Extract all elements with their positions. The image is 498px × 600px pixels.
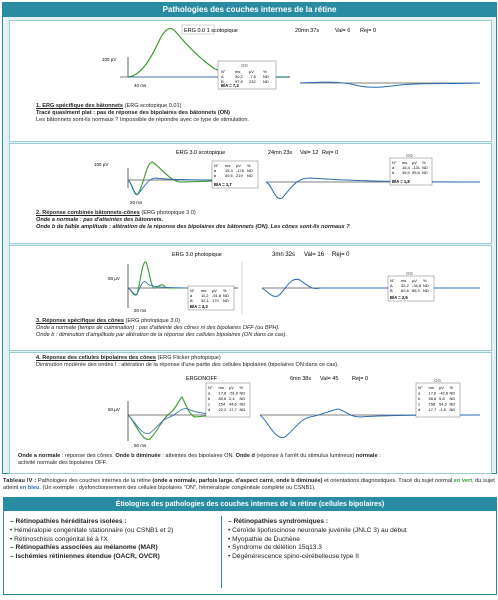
panel4-l3c: (réponse à l'arrêt du stimulus lumineux) bbox=[254, 453, 356, 459]
panel4-l1: 4. Réponse des cellules bipolaires des cônes bbox=[36, 355, 157, 361]
table-cell: % bbox=[223, 288, 227, 293]
panel-cone-erg bbox=[9, 245, 492, 351]
panel4-summary bbox=[18, 453, 381, 467]
table-cell: -1,5 bbox=[439, 407, 446, 412]
erg-time: 20mn 37s bbox=[295, 28, 320, 34]
panel4-table_title: OG bbox=[434, 378, 442, 383]
table-cell: ND bbox=[239, 401, 246, 407]
table-cell: b bbox=[208, 396, 211, 401]
table-cell: a bbox=[208, 390, 211, 396]
table-cell: 45,9 bbox=[402, 170, 410, 175]
table-cell: ND bbox=[423, 283, 429, 288]
panel2-erg_label: ERG 3.0 scotopique bbox=[176, 150, 226, 156]
table-cell: a bbox=[418, 390, 421, 396]
panel4-val: Val= 45 bbox=[320, 376, 339, 382]
panel4-l3a: : réponse des cônes. bbox=[60, 453, 116, 459]
table-cell: a bbox=[392, 165, 395, 170]
table-cell: ND bbox=[449, 396, 456, 401]
table-cell: 17,6 bbox=[428, 390, 437, 396]
panel3-ratio_right: B/A = 2,5 bbox=[390, 295, 408, 300]
table-cell: 5,8 bbox=[439, 396, 445, 401]
panel2-text bbox=[36, 210, 350, 232]
panel3-table_title: OG bbox=[406, 271, 414, 276]
table-cell: 54,3 bbox=[439, 401, 447, 407]
table-cell: b bbox=[214, 173, 217, 178]
table-cell: µV bbox=[412, 160, 417, 165]
table-cell: N° bbox=[190, 288, 195, 293]
caption-t1: Pathologies des couches internes de la rétine bbox=[36, 478, 153, 484]
table-cell: N° bbox=[390, 278, 395, 283]
table-cell: 95,6 bbox=[412, 170, 420, 175]
table-cell: % bbox=[422, 160, 426, 165]
panel2-l2: Onde a normale : pas d'atteintes des bâtonnets. bbox=[36, 217, 164, 224]
caption-t2: et orientations diagnostiques. Tracé du sujet normal bbox=[322, 478, 454, 484]
table-cell: 44,6 bbox=[229, 401, 237, 407]
panel3-rej: Rej= 0 bbox=[332, 252, 350, 258]
table-cell: ms bbox=[401, 278, 407, 283]
etiology-item: – Rétinopathies associées au mélanome (MAR) bbox=[10, 544, 158, 552]
table-cell: % bbox=[423, 278, 427, 283]
panel3-erg_label: ERG 3.0 photopique bbox=[172, 252, 222, 258]
panel3-time: 3mn 32s bbox=[272, 252, 296, 258]
panel3-scale: 50 µV bbox=[108, 276, 120, 281]
table-cell: ND bbox=[263, 79, 269, 84]
table-cell: N° bbox=[392, 160, 397, 165]
etiologies-left-column bbox=[10, 518, 215, 562]
table-cell: 17,7 bbox=[229, 407, 237, 412]
table-cell: 85,3 bbox=[412, 288, 420, 293]
table-cell: -42,6 bbox=[439, 390, 449, 396]
panel3-l1: 3. Réponse spécifique des cônes bbox=[36, 318, 124, 324]
erg-plot-rods bbox=[10, 21, 491, 103]
panel1-l1: 1. ERG spécifique des bâtonnets bbox=[36, 103, 124, 109]
table-cell: 62,6 bbox=[401, 288, 409, 293]
etiologies-right-column bbox=[228, 518, 490, 562]
table-cell: 49,5 bbox=[225, 173, 233, 178]
table-cell: B bbox=[390, 288, 393, 293]
table-cell: ND bbox=[223, 293, 229, 298]
table-cell: 232 bbox=[249, 79, 256, 84]
table-cell: -51,0 bbox=[229, 390, 239, 396]
caption-green: en vert bbox=[453, 478, 473, 484]
panel4-l3a_b: Onde a normale bbox=[18, 453, 61, 459]
erg-label: ERG 0.0 1 scotopique bbox=[184, 28, 238, 34]
table-cell: A bbox=[221, 74, 224, 79]
table-cell: µV bbox=[412, 278, 417, 283]
etiology-item: • Céroïde lipofuscinose neuronale juvénile (JNLC 3) au début bbox=[228, 526, 407, 534]
etiology-item: • Syndrome de délétion 15q13.3 bbox=[228, 544, 322, 552]
panel4-erg_label: ERGONOFF bbox=[186, 376, 218, 382]
table-cell: % bbox=[247, 163, 251, 168]
caption-blue: en bleu bbox=[19, 485, 40, 491]
table-cell: 170 bbox=[212, 298, 219, 303]
erg-val: Val= 6 bbox=[335, 28, 351, 34]
table-cell: N° bbox=[214, 163, 219, 168]
table-cell: 30,2 bbox=[235, 74, 243, 79]
panel2-rej: Rej= 0 bbox=[322, 150, 339, 156]
table-cell: 97,9 bbox=[235, 79, 243, 84]
table-cell: ND bbox=[449, 390, 456, 396]
table-cell: B bbox=[221, 79, 224, 84]
table-cell: 16,3 bbox=[402, 165, 410, 170]
table-cell: ND bbox=[239, 407, 246, 412]
table-cell: c bbox=[418, 401, 420, 407]
table-cell: µV bbox=[229, 385, 234, 390]
table-cell: ms bbox=[428, 385, 434, 390]
panel4-l3b_b: Onde b diminuée bbox=[115, 453, 161, 459]
panel4-scale: 50 µV bbox=[108, 407, 120, 412]
table-cell: 11,2 bbox=[201, 293, 209, 298]
panel4-l3b: : atteintes des bipolaires ON. bbox=[160, 453, 236, 459]
patient-trace-combined bbox=[266, 178, 480, 199]
table-cell: ms bbox=[235, 69, 241, 74]
panel1-text bbox=[36, 103, 249, 125]
table-cell: b bbox=[392, 170, 395, 175]
panel2-time: 24mn 23s bbox=[268, 150, 293, 156]
table-cell: b bbox=[418, 396, 421, 401]
panel-combined-erg bbox=[9, 143, 492, 244]
scale-label: 100 µV bbox=[102, 57, 117, 62]
panel4-l3d: : bbox=[377, 453, 381, 459]
panel2-scale_unit: 20 ms bbox=[130, 200, 143, 205]
table-cell: 22,2 bbox=[218, 407, 227, 412]
figure-caption bbox=[3, 478, 495, 492]
panel2-l1: 2. Réponse combinée bâtonnets-cônes bbox=[36, 210, 140, 216]
table-cell: -7,5 bbox=[249, 74, 256, 79]
table-cell: 80,6 bbox=[218, 396, 227, 401]
table-cell: ND bbox=[223, 298, 229, 303]
table-cell: 15,3 bbox=[225, 168, 233, 173]
caption-t3: , du sujet atteint bbox=[3, 478, 495, 491]
panel4-l1b: (ERG Flicker photopique) bbox=[156, 355, 221, 361]
erg-plot-cones bbox=[10, 246, 491, 316]
table-cell: A bbox=[390, 283, 393, 288]
table-cell: -51,8 bbox=[212, 293, 222, 298]
panel2-l1b: (ERG photopique 3.0) bbox=[139, 210, 196, 216]
table-cell: ND bbox=[247, 173, 253, 178]
table-cell: ms bbox=[402, 160, 408, 165]
etiology-item: • Héméralopie congénitale stationnaire (ou CSNB1 et 2) bbox=[10, 526, 174, 534]
etiology-item: • Dégénérescence spino-cérébelleuse type II bbox=[228, 553, 359, 561]
etiology-item: – Ischémies rétiniennes étendue (OACR, OVCR) bbox=[10, 553, 160, 561]
panel2-ratio_right: B/A = 1,8 bbox=[392, 179, 410, 184]
table-cell: µV bbox=[212, 288, 217, 293]
column-divider bbox=[221, 516, 222, 588]
table-cell: ND bbox=[239, 396, 246, 401]
table-cell: ND bbox=[422, 170, 428, 175]
time-scale: 40 ms bbox=[134, 83, 147, 88]
table-cell: 154 bbox=[218, 401, 226, 407]
table-cell: N° bbox=[221, 69, 226, 74]
caption-t1b: (onde a normale, parfois large, d'aspect carré, onde b diminuée) bbox=[152, 478, 323, 484]
table-cell: ND bbox=[263, 74, 269, 79]
table-cell: d bbox=[208, 407, 211, 412]
table-cell: ms bbox=[218, 385, 224, 390]
panel3-scale_unit: 20 ms bbox=[134, 308, 147, 313]
table-cell: -34,8 bbox=[412, 283, 422, 288]
table-cell: N° bbox=[418, 385, 423, 390]
panel4-l3d_b: normale bbox=[355, 453, 378, 459]
etiologies-title: Étiologies des pathologies des couches internes de la rétine (cellules bipolaires) bbox=[4, 498, 496, 511]
panel4-heading bbox=[36, 355, 339, 369]
table-cell: % bbox=[239, 385, 244, 390]
panel1-l2: Tracé quasiment plat : pas de réponse des bipolaires des bâtonnets (ON) bbox=[36, 110, 230, 117]
table-cell: 17,7 bbox=[428, 407, 437, 412]
etiology-item: – Rétinopathies syndromiques : bbox=[228, 518, 329, 525]
table-cell: a bbox=[190, 293, 193, 298]
panel1-l3: Les bâtonnets sont-ils normaux ? Impossible de répondre avec ce type de stimulation. bbox=[36, 117, 249, 124]
panel2-l3: Onde b de faible amplitude : altération de la réponse des bipolaires des bâtonnets (ON). Les cônes sont-ils normaux ? bbox=[36, 224, 350, 231]
table-cell: 32,2 bbox=[401, 283, 409, 288]
table-cell: µV bbox=[236, 163, 241, 168]
panel1-ratio: B/A = 7,3 bbox=[221, 83, 239, 88]
table-cell: 32,1 bbox=[201, 298, 209, 303]
erg-plot-bipolar bbox=[10, 371, 491, 449]
panel4-rej: Rej= 0 bbox=[352, 376, 369, 382]
table-cell: ND bbox=[239, 390, 246, 396]
table-cell: d bbox=[418, 407, 421, 412]
table-cell: ND bbox=[247, 168, 253, 173]
table-cell: ND bbox=[449, 407, 456, 412]
table-cell: 219 bbox=[236, 173, 243, 178]
panel2-ratio_left: B/A = 1,7 bbox=[214, 182, 232, 187]
table-cell: % bbox=[449, 385, 454, 390]
panel3-l2: Onde a normale (temps de culmination) : pas d'atteinte des cônes ni des bipolaires OFF (ou BPH). bbox=[36, 325, 280, 332]
panel3-ratio_left: B/A = 3,3 bbox=[190, 304, 208, 309]
table-cell: µV bbox=[249, 69, 254, 74]
etiology-item: – Rétinopathies héréditaires isolées : bbox=[10, 518, 127, 525]
figure-title: Pathologies des couches internes de la rétine bbox=[3, 3, 496, 17]
table-cell: % bbox=[263, 69, 267, 74]
table-cell: ms bbox=[225, 163, 231, 168]
table-cell: B bbox=[190, 298, 193, 303]
panel3-text bbox=[36, 318, 287, 340]
table-cell: c bbox=[208, 401, 210, 407]
panel4-scale_unit: 50 ms bbox=[134, 443, 147, 448]
table-cell: 55,6 bbox=[428, 396, 437, 401]
caption-lead: Tableau IV : bbox=[3, 478, 37, 484]
panel4-l3c_b: Onde d bbox=[235, 453, 255, 459]
figure-frame bbox=[2, 2, 497, 474]
panel3-l3: Onde b : diminution d'amplitude par altération de la réponse des cellules bipolaires (ON dans ce cas). bbox=[36, 332, 288, 339]
panel4-l2: Diminution modérée des ondes I : altération de la réponse d'une partie des cellules bipolaires (bipolaires ON dans ce cas). bbox=[36, 362, 339, 369]
table-cell: ND bbox=[423, 288, 429, 293]
table-cell: ms bbox=[201, 288, 207, 293]
erg-plot-combined bbox=[10, 144, 491, 208]
panel2-table_title: OG bbox=[406, 153, 414, 158]
panel4-l4: activité normale des bipolaires OFF. bbox=[18, 460, 107, 467]
etiology-item: • Myopathie de Duchène bbox=[228, 535, 300, 543]
panel-bipolar-erg bbox=[9, 352, 492, 474]
panel1-l1b: (ERG scotopique 0.01) bbox=[123, 103, 182, 109]
table-cell: N° bbox=[208, 385, 213, 390]
table-cell: -131 bbox=[412, 165, 421, 170]
erg-rej: Rej= 0 bbox=[360, 28, 377, 34]
caption-t4: . (Un exemple : dysfonctionnement des cellules bipolaires "ON", héméralopie congénitale complète ou CSNB1). bbox=[39, 485, 316, 491]
panel-rod-erg bbox=[9, 20, 492, 142]
panel3-val: Val= 16 bbox=[304, 252, 325, 258]
panel3-l1b: (ERG photopique 3.0) bbox=[123, 318, 180, 324]
table-cell: 17,8 bbox=[218, 390, 227, 396]
panel2-scale: 100 µV bbox=[94, 162, 109, 167]
etiology-item: • Rétinoschisis congénital lié à l'X bbox=[10, 535, 108, 543]
etiologies-box bbox=[3, 497, 497, 595]
panel2-val: Val= 12 bbox=[300, 150, 319, 156]
table-cell: 158 bbox=[428, 401, 436, 407]
table-cell: µV bbox=[439, 385, 444, 390]
table-cell: -176 bbox=[236, 168, 245, 173]
panel4-time: 6mn 38s bbox=[290, 376, 312, 382]
panel1-table_title: OG bbox=[241, 63, 249, 68]
table-cell: ND bbox=[422, 165, 428, 170]
table-cell: a bbox=[214, 168, 217, 173]
table-cell: 2,4 bbox=[229, 396, 235, 401]
table-cell: ND bbox=[449, 401, 456, 407]
